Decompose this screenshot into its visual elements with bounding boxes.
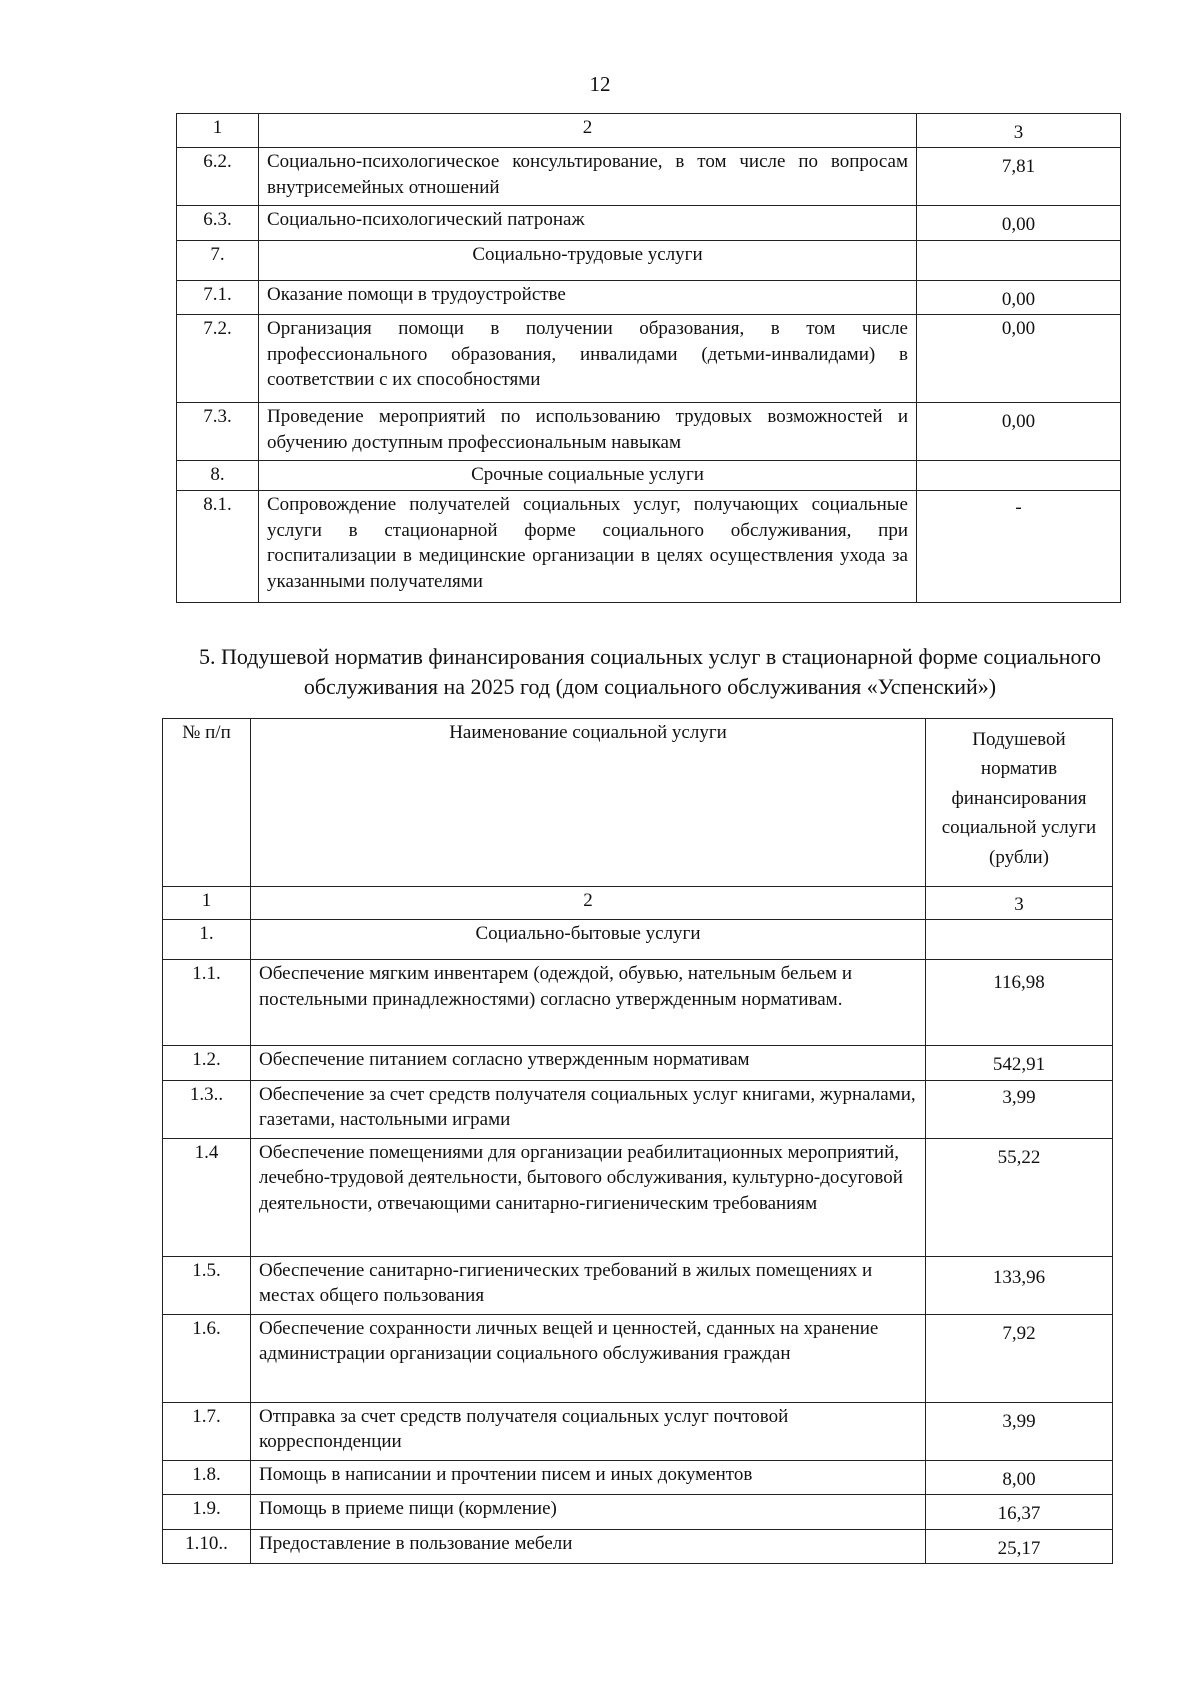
table-row: [163, 960, 1113, 1046]
service-name: Социально-психологическое консультирование, в том числе по вопросам внутрисемейных отношений: [259, 148, 917, 206]
row-number: 1.6.: [163, 1314, 251, 1402]
table-row: [177, 315, 1121, 403]
table-row: [163, 1460, 1113, 1494]
services-table-continued: [176, 113, 1121, 603]
norm-value: 542,91: [926, 1046, 1113, 1080]
row-number: 8.1.: [177, 491, 259, 603]
section-name: Социально-трудовые услуги: [259, 240, 917, 280]
row-number: 7.: [177, 240, 259, 280]
row-number: 1.10..: [163, 1529, 251, 1563]
column-header-number: № п/п: [163, 719, 251, 887]
row-number: 1.5.: [163, 1256, 251, 1314]
section-row: [177, 461, 1121, 491]
column-header-norm: Подушевой норматив финансирования социальной услуги (рубли): [926, 719, 1113, 887]
norm-value: 0,00: [917, 280, 1121, 314]
table-row: [163, 1256, 1113, 1314]
service-name: Помощь в приеме пищи (кормление): [251, 1495, 926, 1529]
row-number: 1.1.: [163, 960, 251, 1046]
row-number: 7.2.: [177, 315, 259, 403]
norm-value: 3,99: [926, 1402, 1113, 1460]
row-number: 7.3.: [177, 403, 259, 461]
service-name: Обеспечение санитарно-гигиенических требований в жилых помещениях и местах общего пользования: [251, 1256, 926, 1314]
service-name: Организация помощи в получении образования, в том числе профессионального образования, инвалидами (детьми-инвалидами) в соответствии с их способностями: [259, 315, 917, 403]
service-name: Проведение мероприятий по использованию трудовых возможностей и обучению доступным профессиональным навыкам: [259, 403, 917, 461]
table-row: [177, 403, 1121, 461]
column-number-3: 3: [917, 114, 1121, 148]
row-number: 1.9.: [163, 1495, 251, 1529]
norm-value: 7,81: [917, 148, 1121, 206]
row-number: 6.3.: [177, 206, 259, 240]
service-name: Оказание помощи в трудоустройстве: [259, 280, 917, 314]
row-number: 7.1.: [177, 280, 259, 314]
table-row: [163, 1080, 1113, 1138]
section-heading: 5. Подушевой норматив финансирования социальных услуг в стационарной форме социального обслуживания на 2025 год (дом социального обслуживания «Успенский»): [199, 644, 1101, 700]
norm-value: 8,00: [926, 1460, 1113, 1494]
row-number: 1.4: [163, 1138, 251, 1256]
column-number-1: 1: [163, 887, 251, 920]
norm-value: 116,98: [926, 960, 1113, 1046]
row-number: 1.: [163, 920, 251, 960]
row-number: 6.2.: [177, 148, 259, 206]
norm-value: 25,17: [926, 1529, 1113, 1563]
table-row: [177, 206, 1121, 240]
norm-value: 0,00: [917, 403, 1121, 461]
table-row: [163, 1495, 1113, 1529]
service-name: Обеспечение питанием согласно утвержденным нормативам: [251, 1046, 926, 1080]
column-number-3: 3: [926, 887, 1113, 920]
section-name: Срочные социальные услуги: [259, 461, 917, 491]
table-row: [177, 148, 1121, 206]
row-number: 8.: [177, 461, 259, 491]
table-row: [163, 1529, 1113, 1563]
norm-value: 7,92: [926, 1314, 1113, 1402]
norm-value: 0,00: [917, 315, 1121, 403]
norm-value: [926, 920, 1113, 960]
norm-value: 133,96: [926, 1256, 1113, 1314]
section-row: [163, 920, 1113, 960]
page-number: 12: [589, 72, 611, 96]
norm-value: [917, 461, 1121, 491]
table-row: [177, 280, 1121, 314]
column-number-1: 1: [177, 114, 259, 148]
service-name: Обеспечение помещениями для организации реабилитационных мероприятий, лечебно-трудовой деятельности, бытового обслуживания, культурно-досуговой деятельности, отвечающими санитарно-гигиеническим требованиям: [251, 1138, 926, 1256]
table-row: [163, 1314, 1113, 1402]
service-name: Обеспечение сохранности личных вещей и ценностей, сданных на хранение администрации организации социального обслуживания граждан: [251, 1314, 926, 1402]
service-name: Отправка за счет средств получателя социальных услуг почтовой корреспонденции: [251, 1402, 926, 1460]
service-name: Помощь в написании и прочтении писем и иных документов: [251, 1460, 926, 1494]
column-number-row: [177, 114, 1121, 148]
service-name: Социально-психологический патронаж: [259, 206, 917, 240]
service-name: Предоставление в пользование мебели: [251, 1529, 926, 1563]
row-number: 1.8.: [163, 1460, 251, 1494]
column-number-2: 2: [259, 114, 917, 148]
section-row: [177, 240, 1121, 280]
row-number: 1.7.: [163, 1402, 251, 1460]
norm-value: 3,99: [926, 1080, 1113, 1138]
column-number-2: 2: [251, 887, 926, 920]
table-row: [177, 491, 1121, 603]
norm-value: [917, 240, 1121, 280]
column-number-row: [163, 887, 1113, 920]
norm-value: -: [917, 491, 1121, 603]
table-row: [163, 1138, 1113, 1256]
section-name: Социально-бытовые услуги: [251, 920, 926, 960]
table-row: [163, 1046, 1113, 1080]
header-row: [163, 719, 1113, 887]
service-name: Обеспечение мягким инвентарем (одеждой, обувью, нательным бельем и постельными принадлежностями) согласно утвержденным нормативам.: [251, 960, 926, 1046]
row-number: 1.2.: [163, 1046, 251, 1080]
norm-value: 16,37: [926, 1495, 1113, 1529]
column-header-name: Наименование социальной услуги: [251, 719, 926, 887]
service-name: Сопровождение получателей социальных услуг, получающих социальные услуги в стационарной форме социального обслуживания, при госпитализации в медицинские организации в целях осуществления ухода за указанными получателями: [259, 491, 917, 603]
service-name: Обеспечение за счет средств получателя социальных услуг книгами, журналами, газетами, настольными играми: [251, 1080, 926, 1138]
table-row: [163, 1402, 1113, 1460]
financing-norms-table: [162, 718, 1113, 1564]
row-number: 1.3..: [163, 1080, 251, 1138]
norm-value: 55,22: [926, 1138, 1113, 1256]
norm-value: 0,00: [917, 206, 1121, 240]
